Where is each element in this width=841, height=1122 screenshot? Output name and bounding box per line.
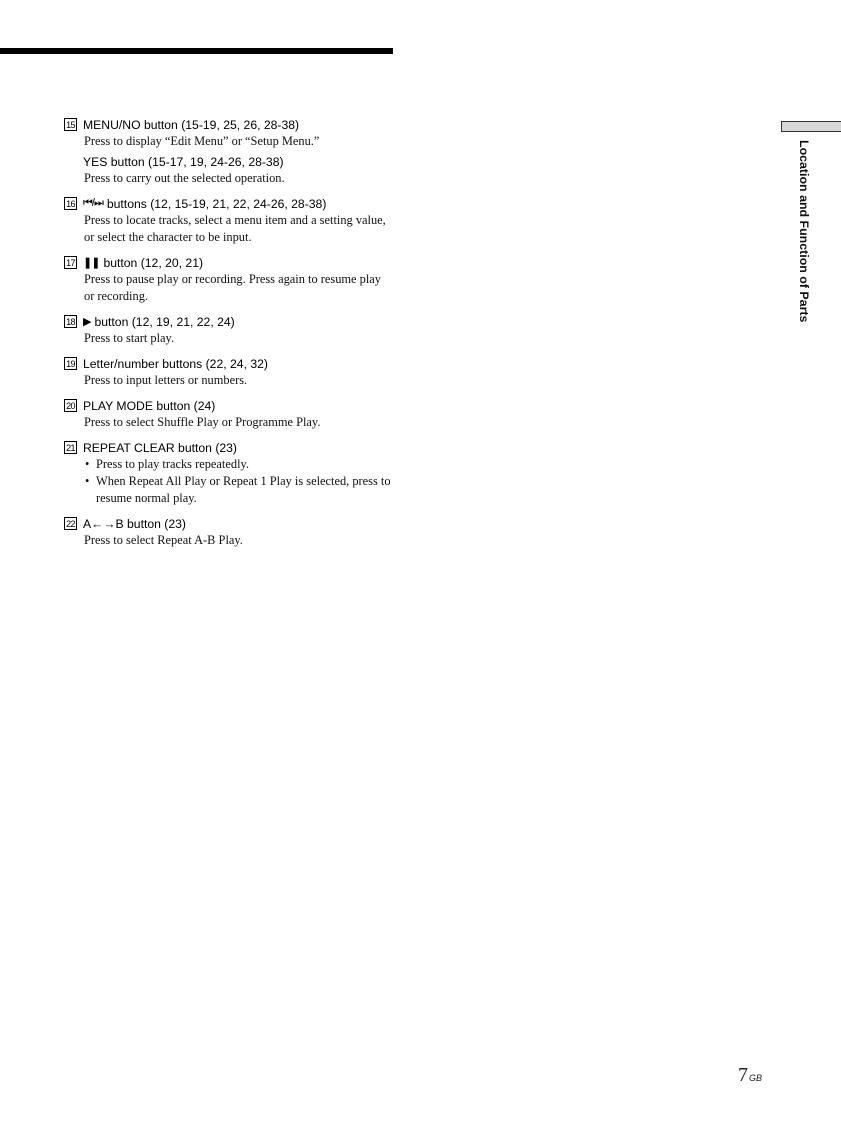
pause-icon: ❚❚ [83, 257, 100, 269]
entry-number: 22 [64, 517, 77, 530]
heading-text: button (12, 19, 21, 22, 24) [94, 314, 235, 329]
entry-heading [64, 397, 394, 414]
parts-list [64, 116, 394, 557]
entry-heading [64, 116, 394, 133]
subheading-text: YES button (15-17, 19, 24-26, 28-38) [83, 154, 284, 169]
entry-description: Press to locate tracks, select a menu item and a setting value, or select the character to be input. [84, 213, 386, 244]
entry-heading [64, 439, 394, 456]
play-icon: ▶ [83, 316, 91, 328]
entry-17 [64, 254, 394, 305]
section-tab [781, 121, 841, 132]
entry-heading [64, 313, 394, 330]
bullet-item: • Press to play tracks repeatedly. [84, 456, 394, 473]
heading-text: REPEAT CLEAR button (23) [83, 440, 237, 455]
entry-19 [64, 355, 394, 389]
entry-heading [64, 195, 394, 212]
entry-22 [64, 515, 394, 549]
heading-text: Letter/number buttons (22, 24, 32) [83, 356, 268, 371]
entry-21 [64, 439, 394, 507]
entry-heading [64, 254, 394, 271]
entry-description: Press to input letters or numbers. [84, 373, 248, 387]
entry-description: Press to start play. [84, 331, 175, 345]
heading-text: PLAY MODE button (24) [83, 398, 216, 413]
bullet-item: • When Repeat All Play or Repeat 1 Play is selected, press to resume normal play. [84, 473, 394, 507]
entry-20 [64, 397, 394, 431]
entry-18 [64, 313, 394, 347]
entry-description: Press to pause play or recording. Press again to resume play or recording. [84, 272, 381, 303]
entry-number: 18 [64, 315, 77, 328]
section-label: Location and Function of Parts [797, 140, 811, 323]
entry-number: 17 [64, 256, 77, 269]
entry-subdescription: Press to carry out the selected operation. [84, 171, 285, 185]
entry-number: 20 [64, 399, 77, 412]
entry-16 [64, 195, 394, 246]
top-rule [0, 48, 393, 54]
entry-heading [64, 355, 394, 372]
entry-number: 19 [64, 357, 77, 370]
entry-heading [64, 515, 394, 532]
entry-description: Press to select Repeat A-B Play. [84, 533, 243, 547]
heading-text: button (12, 20, 21) [103, 255, 204, 270]
entry-subheading [64, 153, 394, 170]
entry-description: Press to display “Edit Menu” or “Setup Menu.” [84, 134, 320, 148]
heading-text: buttons (12, 15-19, 21, 22, 24-26, 28-38) [106, 196, 327, 211]
page-number-suffix: GB [749, 1073, 763, 1083]
entry-number: 15 [64, 118, 77, 131]
entry-15 [64, 116, 394, 187]
entry-description: Press to select Shuffle Play or Programme Play. [84, 415, 321, 429]
page-number [738, 1064, 762, 1087]
page-number-value: 7 [738, 1064, 748, 1086]
bullet-list [64, 456, 394, 507]
prev-next-icon: ⏮/⏭ [83, 197, 103, 209]
heading-text: A←→B button (23) [83, 516, 186, 531]
heading-text: MENU/NO button (15-19, 25, 26, 28-38) [83, 117, 300, 132]
entry-number: 16 [64, 197, 77, 210]
entry-number: 21 [64, 441, 77, 454]
